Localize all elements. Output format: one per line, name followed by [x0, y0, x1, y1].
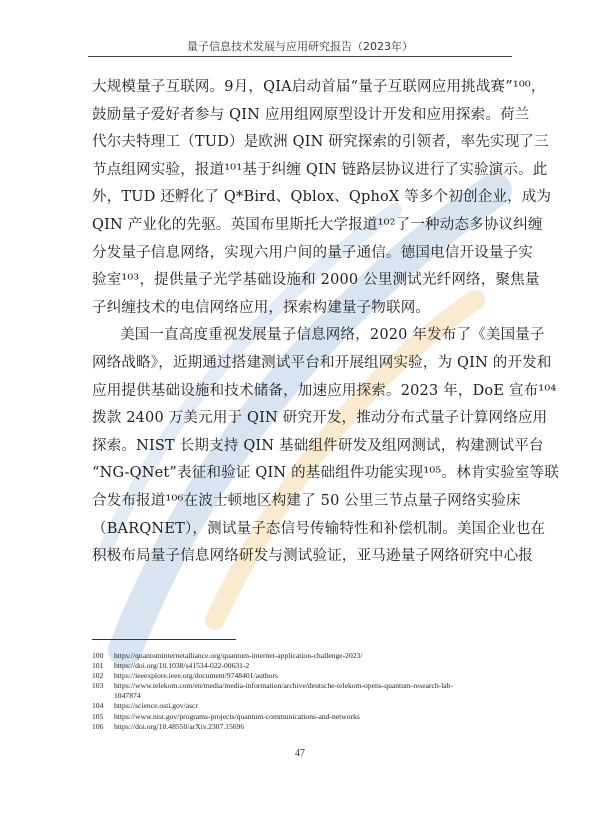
- body-line: 代尔夫特理工（TUD）是欧洲 QIN 研究探索的引领者，率先实现了三: [92, 134, 549, 151]
- footnote-rule: [92, 639, 236, 640]
- body-line: 子纠缠技术的电信网络应用，探索构建量子物联网。: [92, 299, 431, 316]
- body-line: 大规模量子互联网。9月，QIA启动首届“量子互联网应用挑战赛”¹⁰⁰，: [92, 79, 546, 95]
- header-title: 量子信息技术发展与应用研究报告（2023年）: [187, 40, 413, 53]
- footnote-number: 100: [92, 651, 104, 660]
- footnote-link[interactable]: https://doi.org/10.48550/arXiv.2307.15696: [114, 721, 245, 731]
- footnote-number: 106: [92, 721, 104, 731]
- footnote-number: 103: [92, 681, 104, 691]
- footnote-link[interactable]: https://www.nist.gov/programs-projects/quantum-communications-and-networks: [114, 711, 360, 721]
- footnote-number: 104: [92, 701, 104, 711]
- body-line: 网络战略》，近期通过搭建测试平台和开展组网实验，为 QIN 的开发和: [92, 354, 552, 371]
- footnotes: [92, 651, 512, 732]
- body-line: “NG-QNet”表征和验证 QIN 的基础组件功能实现¹⁰⁵。林肯实验室等联: [92, 465, 560, 482]
- footnote-link-continued[interactable]: 1047874: [114, 691, 141, 701]
- footnote-link[interactable]: https://quantuminternetalliance.org/quantum-internet-application-challenge-2023/: [114, 651, 363, 660]
- footnote-item: [92, 681, 512, 691]
- footnote-item: [92, 712, 512, 722]
- footnote-item: [92, 661, 512, 671]
- body-line: 验室¹⁰³，提供量子光学基础设施和 2000 公里测试光纤网络，聚焦量: [92, 272, 540, 289]
- footnote-number: 105: [92, 711, 104, 721]
- footnote-link[interactable]: https://ieeexplore.ieee.org/document/9748401/authors: [114, 671, 278, 681]
- footnote-link[interactable]: https://www.telekom.com/en/media/media-information/archive/deutsche-telekom-opens-quantum-research-lab-: [114, 681, 453, 691]
- body-line: QIN 产业化的先驱。英国布里斯托大学报道¹⁰²了一种动态多协议纠缠: [92, 216, 543, 233]
- body-line: 应用提供基础设施和技术储备，加速应用探索。2023 年，DoE 宣布¹⁰⁴: [92, 382, 557, 399]
- footnote-item: [92, 691, 512, 701]
- footnote-link[interactable]: https://science.osti.gov/ascr: [114, 701, 198, 711]
- footnote-number: 102: [92, 671, 104, 681]
- body-line: 探索。NIST 长期支持 QIN 基础组件研发及组网测试，构建测试平台: [92, 437, 544, 454]
- body-line: 分发量子信息网络，实现六用户间的量子通信。德国电信开设量子实: [92, 244, 533, 261]
- body-line: 外，TUD 还孵化了 Q*Bird、Qblox、QphoX 等多个初创企业，成为: [92, 189, 552, 206]
- footnote-item: [92, 701, 512, 711]
- body-text: [92, 74, 560, 571]
- body-line: 合发布报道¹⁰⁶在波士顿地区构建了 50 公里三节点量子网络实验床: [92, 492, 521, 509]
- body-line: 拨款 2400 万美元用于 QIN 研究开发，推动分布式量子计算网络应用: [92, 410, 548, 427]
- header-rule: [88, 56, 512, 57]
- page-number: 47: [295, 748, 305, 759]
- footnote-number: 101: [92, 661, 104, 671]
- body-line: 积极布局量子信息网络研发与测试验证，亚马逊量子网络研究中心报: [92, 548, 533, 565]
- body-line: （BARQNET），测试量子态信号传输特性和补偿机制。美国企业也在: [92, 520, 546, 537]
- body-line: 鼓励量子爱好者参与 QIN 应用组网原型设计开发和应用探索。荷兰: [92, 106, 530, 123]
- body-line: 节点组网实验，报道¹⁰¹基于纠缠 QIN 链路层协议进行了实验演示。此: [92, 161, 548, 178]
- footnote-item: [92, 671, 512, 681]
- footnote-item: [92, 722, 512, 732]
- footnote-link[interactable]: https://doi.org/10.1038/s41534-022-00631-2: [114, 661, 250, 671]
- footnote-item: [92, 651, 512, 661]
- paragraph-start-line: 美国一直高度重视发展量子信息网络，2020 年发布了《美国量子: [120, 327, 545, 344]
